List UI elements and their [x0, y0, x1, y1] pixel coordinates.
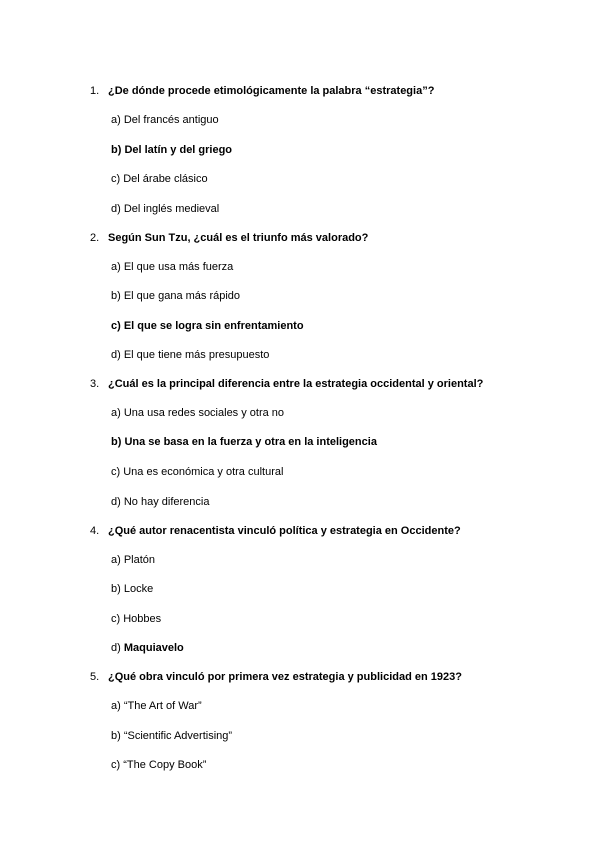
option-text: Una se basa en la fuerza y otra en la inteligencia [124, 436, 377, 448]
option-letter: b) [111, 583, 121, 595]
option-text: El que usa más fuerza [123, 261, 234, 273]
option-5c [111, 758, 206, 772]
option-letter: d) [111, 496, 121, 508]
question-number: 1. [90, 85, 100, 97]
option-text: Hobbes [123, 613, 162, 625]
option-1d [111, 202, 219, 216]
option-3c [111, 465, 283, 479]
question-text: ¿De dónde procede etimológicamente la palabra “estrategia”? [108, 85, 435, 97]
option-text: Una usa redes sociales y otra no [123, 407, 285, 419]
option-text: Del inglés medieval [123, 203, 220, 215]
option-text: “Scientific Advertising” [123, 730, 233, 742]
question-number: 3. [90, 378, 100, 390]
option-text: El que gana más rápido [123, 290, 241, 302]
option-letter: b) [111, 290, 121, 302]
option-5b [111, 729, 232, 743]
option-letter: d) [111, 203, 121, 215]
question-text: ¿Qué obra vinculó por primera vez estrategia y publicidad en 1923? [108, 671, 462, 683]
option-3d [111, 495, 209, 509]
option-letter: c) [111, 320, 121, 332]
option-text: Maquiavelo [123, 642, 184, 654]
question-number: 5. [90, 671, 100, 683]
option-2d [111, 348, 269, 362]
option-text: Del árabe clásico [123, 173, 208, 185]
option-letter: b) [111, 436, 122, 448]
option-letter: d) [111, 349, 121, 361]
option-text: El que tiene más presupuesto [123, 349, 270, 361]
option-4d-correct [111, 641, 184, 655]
option-4c [111, 612, 161, 626]
question-number: 2. [90, 232, 100, 244]
question-1 [90, 84, 434, 98]
option-letter: c) [111, 173, 121, 185]
option-text: “The Art of War” [123, 700, 202, 712]
question-text: Según Sun Tzu, ¿cuál es el triunfo más valorado? [108, 232, 369, 244]
option-letter: a) [111, 700, 121, 712]
option-2c-correct [111, 319, 304, 333]
option-letter: a) [111, 407, 121, 419]
question-2 [90, 231, 368, 245]
option-letter: c) [111, 613, 121, 625]
option-5a [111, 699, 202, 713]
question-text: ¿Cuál es la principal diferencia entre la estrategia occidental y oriental? [108, 378, 484, 390]
option-1b-correct [111, 143, 232, 157]
option-1c [111, 172, 208, 186]
option-2a [111, 260, 233, 274]
option-text: No hay diferencia [123, 496, 210, 508]
option-letter: a) [111, 554, 121, 566]
option-3a [111, 406, 284, 420]
option-letter: a) [111, 261, 121, 273]
question-number: 4. [90, 525, 100, 537]
option-2b [111, 289, 240, 303]
option-text: El que se logra sin enfrentamiento [123, 320, 304, 332]
question-4 [90, 524, 461, 538]
option-letter: b) [111, 144, 122, 156]
option-3b-correct [111, 435, 377, 449]
question-5 [90, 670, 462, 684]
option-letter: a) [111, 114, 121, 126]
option-text: Locke [123, 583, 154, 595]
option-text: Una es económica y otra cultural [123, 466, 284, 478]
question-text: ¿Qué autor renacentista vinculó política y estrategia en Occidente? [108, 525, 461, 537]
option-4a [111, 553, 155, 567]
option-text: Del francés antiguo [123, 114, 219, 126]
option-4b [111, 582, 153, 596]
option-letter: d) [111, 642, 121, 654]
option-text: “The Copy Book” [123, 759, 207, 771]
option-1a [111, 113, 219, 127]
option-letter: c) [111, 466, 121, 478]
option-letter: c) [111, 759, 121, 771]
question-3 [90, 377, 483, 391]
option-letter: b) [111, 730, 121, 742]
option-text: Platón [123, 554, 156, 566]
option-text: Del latín y del griego [124, 144, 233, 156]
